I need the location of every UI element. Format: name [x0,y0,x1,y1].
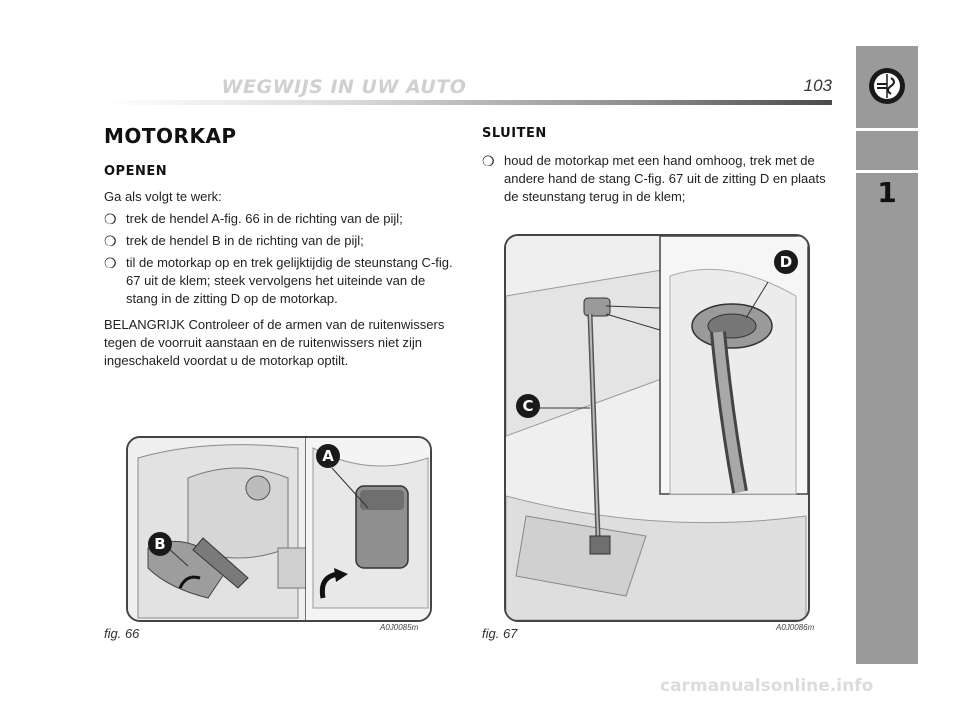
important-note: BELANGRIJK Controleer of de armen van de ruitenwissers tegen de voorruit aanstaan en de ruitenwissers niet zijn ingeschakeld voordat u de motorkap optilt. [104,317,445,368]
bullet-circle-icon: ❍ [482,153,495,169]
bonnet-stay-drawing [506,236,808,620]
figure-66-illustration [126,436,432,622]
bullet-circle-icon: ❍ [104,211,117,227]
list-item: ❍ trek de hendel B in de richting van de pijl; [104,233,364,249]
bullet-circle-icon: ❍ [104,233,117,249]
open-steps-list [104,210,460,312]
sidebar-divider-top [856,128,918,131]
callout-a: A [316,444,340,468]
figure-66-code: A0J0085m [380,623,419,632]
figure-67-code: A0J0086m [776,623,815,632]
subsection-title-open: OPENEN [104,164,168,179]
chapter-number: 1 [877,176,897,209]
page-number: 103 [803,76,832,95]
list-item: ❍ til de motorkap op en trek gelijktijdig de steunstang C-fig. 67 uit de klem; steek vervolgens het uiteinde van de stang in de zitting D op de motorkap. [104,255,453,306]
figure-67-caption: fig. 67 [482,626,518,641]
sidebar-divider-bottom [856,170,918,173]
bullet-circle-icon: ❍ [104,255,117,271]
section-title: MOTORKAP [104,124,237,148]
bonnet-release-drawing [128,438,430,620]
list-item: ❍ trek de hendel A-fig. 66 in de richting van de pijl; [104,211,403,227]
brand-emblem-icon [856,46,918,126]
watermark-text: carmanualsonline.info [660,676,874,696]
figure-66-caption: fig. 66 [104,626,140,641]
running-header-title: WEGWIJS IN UW AUTO [221,76,467,98]
header-rule [104,100,832,105]
close-steps-list [482,152,832,210]
callout-c: C [516,394,540,418]
intro-text: Ga als volgt te werk: [104,189,222,204]
figure-67-illustration [504,234,810,622]
subsection-title-close: SLUITEN [482,126,547,141]
chapter-sidebar [856,46,918,664]
callout-d: D [774,250,798,274]
list-item: ❍ houd de motorkap met een hand omhoog, trek met de andere hand de stang C-fig. 67 uit de zitting D en plaats de steunstang terug in de klem; [482,153,826,204]
callout-b: B [148,532,172,556]
